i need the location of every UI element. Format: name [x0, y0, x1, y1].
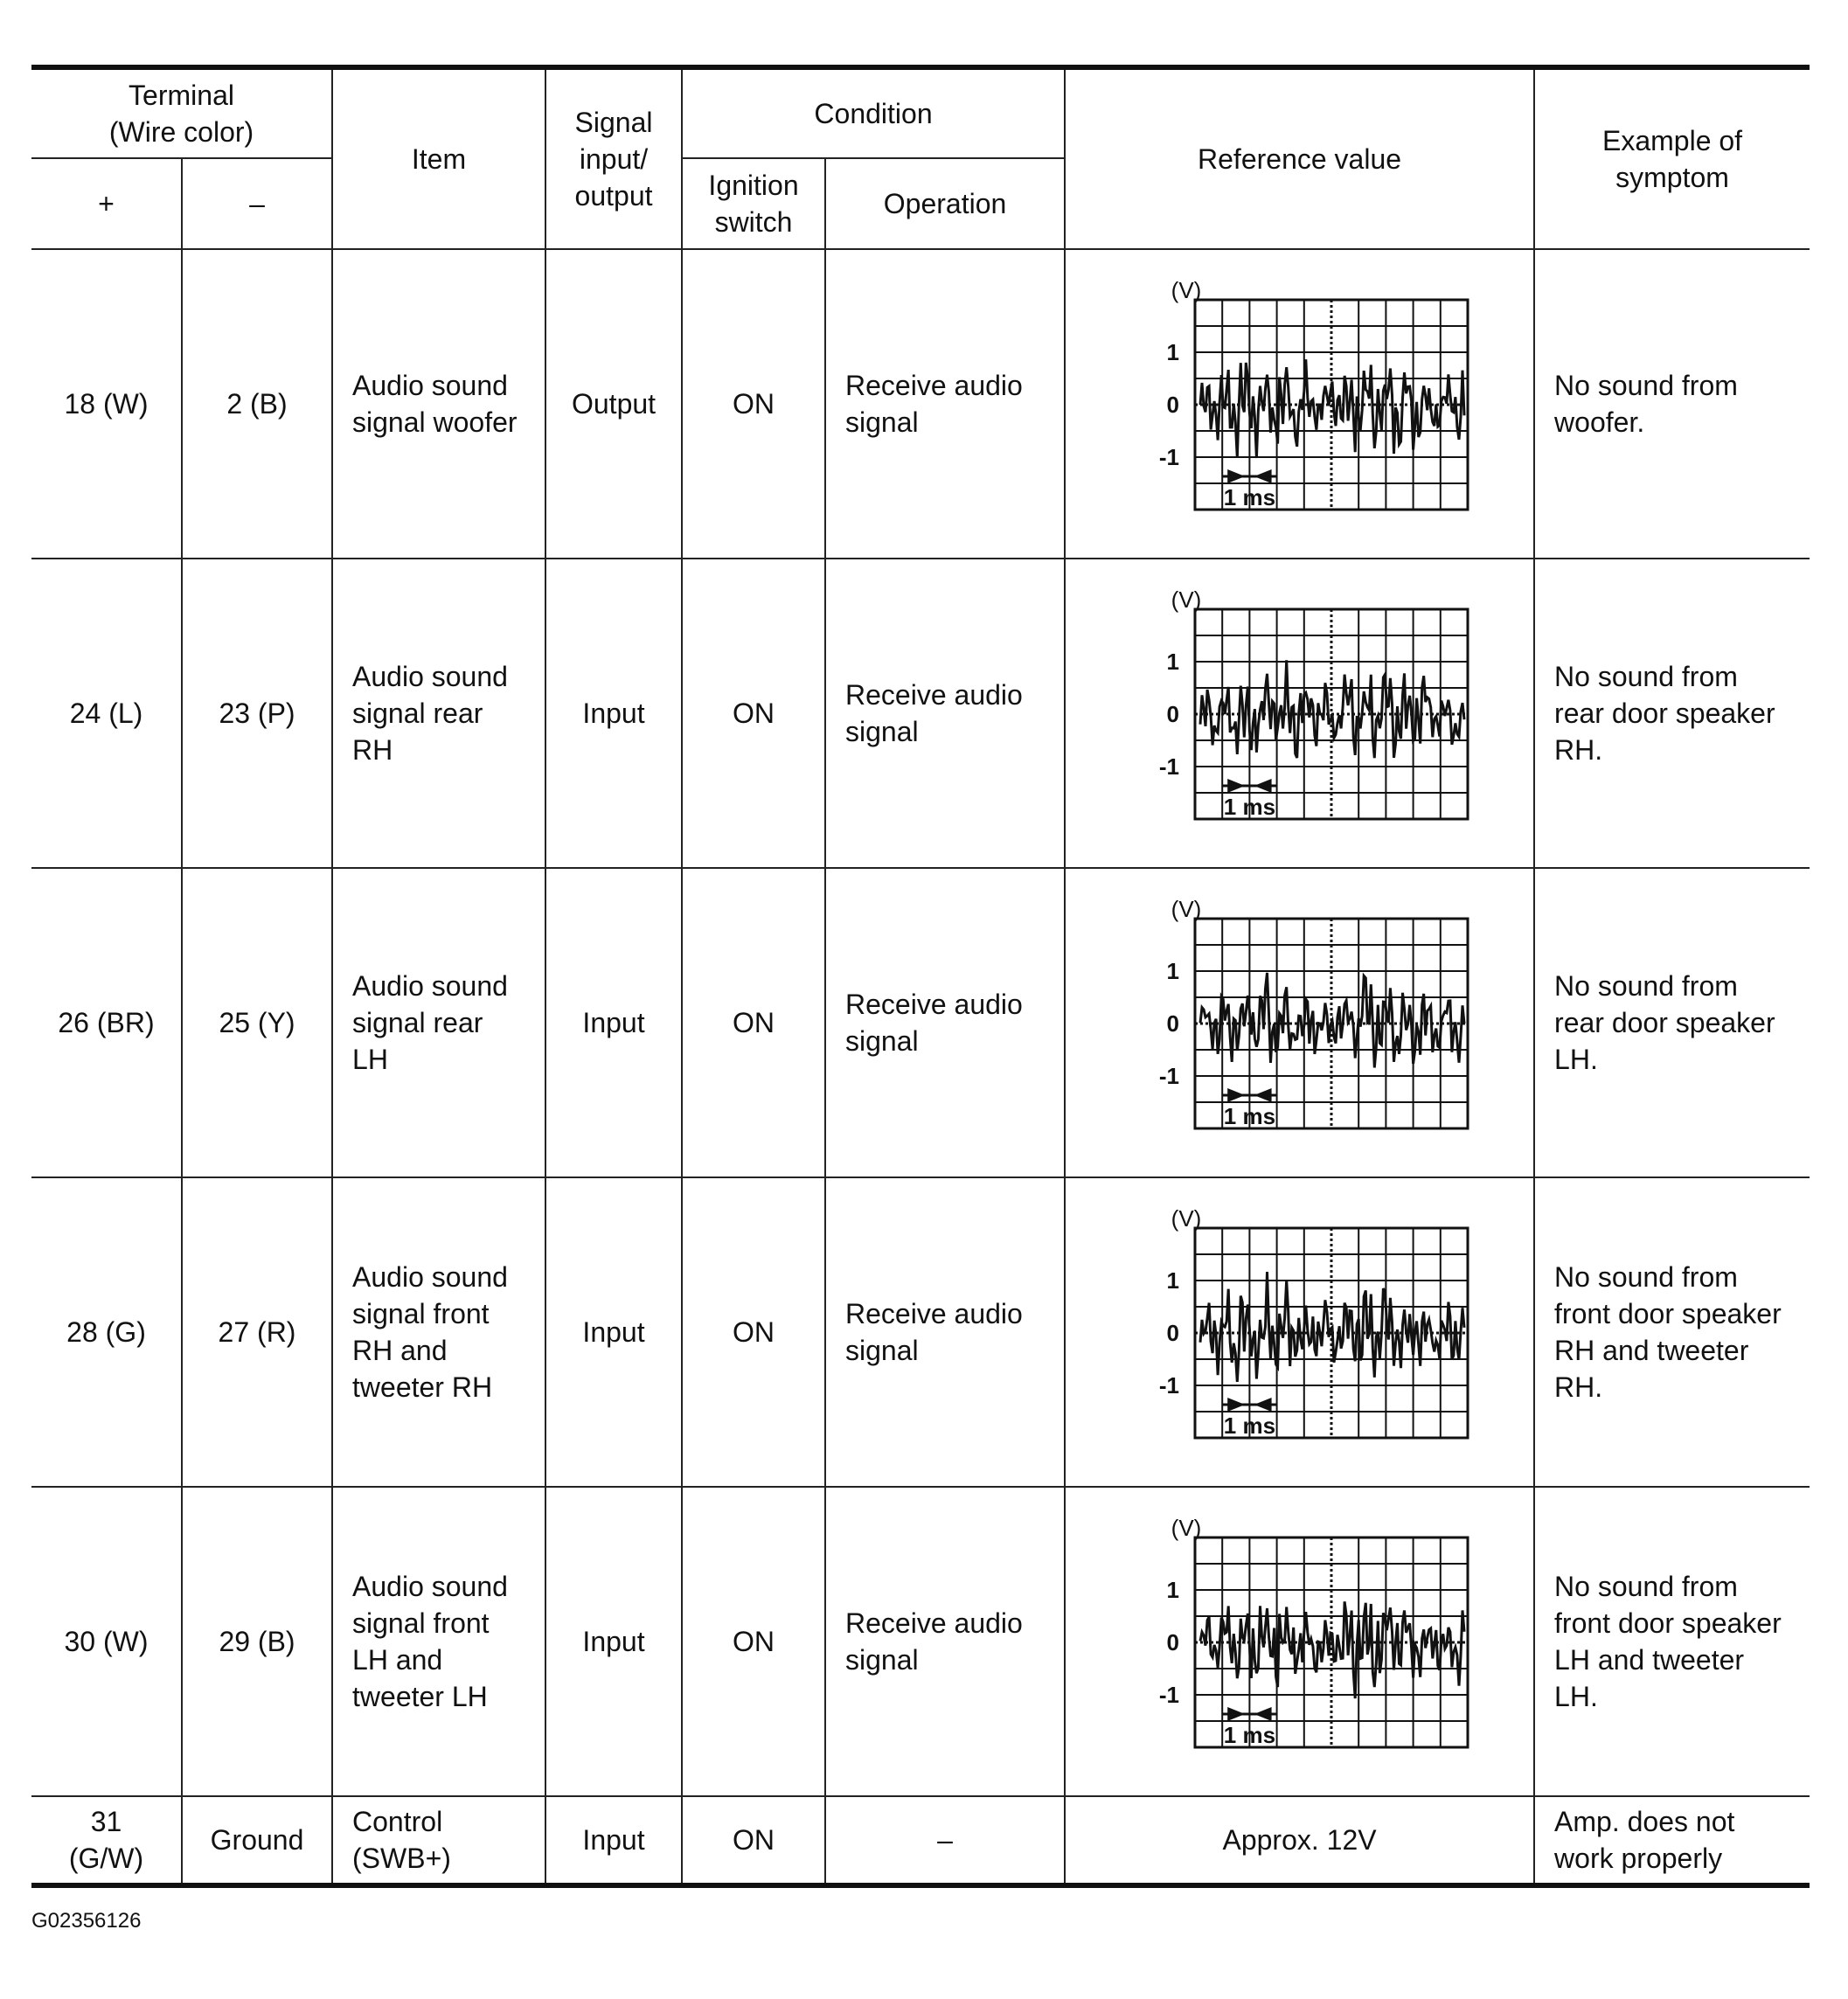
ignition-cell: ON: [682, 1177, 825, 1487]
time-scale-label: 1 ms: [1223, 794, 1275, 820]
waveform-graph: [1125, 587, 1475, 840]
reference-value-waveform: [1065, 559, 1534, 868]
operation-cell: Receive audio signal: [825, 559, 1065, 868]
unit-label: (V): [1171, 1205, 1201, 1232]
time-scale-label: 1 ms: [1223, 1412, 1275, 1439]
reference-value-header: Reference value: [1065, 67, 1534, 249]
symptom-cell: Amp. does not work properly: [1534, 1796, 1810, 1885]
terminal-minus: 25 (Y): [182, 868, 332, 1177]
table-body: [31, 249, 1810, 1885]
signal-io-cell: Input: [545, 868, 682, 1177]
symptom-cell: No sound from woofer.: [1534, 249, 1810, 559]
symptom-cell: No sound from rear door speaker RH.: [1534, 559, 1810, 868]
terminal-header: Terminal (Wire color): [31, 67, 332, 158]
y-axis-label: 1: [1166, 1267, 1179, 1294]
terminal-plus: 30 (W): [31, 1487, 182, 1796]
operation-cell: Receive audio signal: [825, 1487, 1065, 1796]
symptom-cell: No sound from front door speaker LH and tweeter LH.: [1534, 1487, 1810, 1796]
item-cell: Audio sound signal front RH and tweeter RH: [332, 1177, 545, 1487]
terminal-plus: 24 (L): [31, 559, 182, 868]
y-axis-label: 0: [1166, 1320, 1179, 1346]
y-axis-label: 0: [1166, 1010, 1179, 1037]
y-axis-label: -1: [1158, 1372, 1179, 1399]
ignition-cell: ON: [682, 249, 825, 559]
terminal-minus: 23 (P): [182, 559, 332, 868]
y-axis-label: -1: [1158, 444, 1179, 470]
terminal-plus: 26 (BR): [31, 868, 182, 1177]
signal-io-cell: Input: [545, 1487, 682, 1796]
reference-value-waveform: [1065, 1487, 1534, 1796]
unit-label: (V): [1171, 277, 1201, 303]
unit-label: (V): [1171, 1515, 1201, 1541]
signal-io-cell: Input: [545, 1177, 682, 1487]
reference-value-waveform: [1065, 868, 1534, 1177]
waveform-graph: [1125, 1205, 1475, 1459]
item-cell: Audio sound signal rear LH: [332, 868, 545, 1177]
y-axis-label: 0: [1166, 392, 1179, 418]
unit-label: (V): [1171, 896, 1201, 922]
ignition-cell: ON: [682, 559, 825, 868]
signal-io-cell: Input: [545, 559, 682, 868]
symptom-cell: No sound from rear door speaker LH.: [1534, 868, 1810, 1177]
waveform-graph: [1125, 277, 1475, 531]
item-cell: Audio sound signal rear RH: [332, 559, 545, 868]
table-row: [31, 1177, 1810, 1487]
table-row: [31, 1796, 1810, 1885]
item-header: Item: [332, 67, 545, 249]
y-axis-label: 0: [1166, 1629, 1179, 1655]
signal-io-header: Signal input/ output: [545, 67, 682, 249]
reference-value-waveform: [1065, 249, 1534, 559]
item-cell: Audio sound signal woofer: [332, 249, 545, 559]
signal-io-cell: Input: [545, 1796, 682, 1885]
figure-id: G02356126: [31, 1909, 142, 1933]
time-scale-label: 1 ms: [1223, 1103, 1275, 1129]
item-cell: Audio sound signal front LH and tweeter LH: [332, 1487, 545, 1796]
y-axis-label: 0: [1166, 701, 1179, 727]
terminal-minus: 27 (R): [182, 1177, 332, 1487]
unit-label: (V): [1171, 587, 1201, 613]
operation-header: Operation: [825, 158, 1065, 249]
table-row: [31, 1487, 1810, 1796]
terminal-minus: Ground: [182, 1796, 332, 1885]
waveform-graph: [1125, 896, 1475, 1149]
ignition-switch-header: Ignition switch: [682, 158, 825, 249]
symptom-header: Example of symptom: [1534, 67, 1810, 249]
time-scale-label: 1 ms: [1223, 1722, 1275, 1748]
table-row: [31, 559, 1810, 868]
terminal-minus: 29 (B): [182, 1487, 332, 1796]
item-cell: Control (SWB+): [332, 1796, 545, 1885]
terminal-plus: 28 (G): [31, 1177, 182, 1487]
plus-terminal-header: +: [31, 158, 182, 249]
y-axis-label: -1: [1158, 1063, 1179, 1089]
ignition-cell: ON: [682, 1796, 825, 1885]
reference-value-waveform: [1065, 1177, 1534, 1487]
terminal-plus: 31 (G/W): [31, 1796, 182, 1885]
ignition-cell: ON: [682, 868, 825, 1177]
minus-terminal-header: –: [182, 158, 332, 249]
y-axis-label: -1: [1158, 753, 1179, 780]
y-axis-label: 1: [1166, 1577, 1179, 1603]
waveform-graph: [1125, 1515, 1475, 1768]
y-axis-label: 1: [1166, 339, 1179, 365]
operation-cell: Receive audio signal: [825, 868, 1065, 1177]
operation-cell: Receive audio signal: [825, 1177, 1065, 1487]
condition-header: Condition: [682, 67, 1065, 158]
y-axis-label: -1: [1158, 1682, 1179, 1708]
reference-value-cell: Approx. 12V: [1065, 1796, 1534, 1885]
signal-io-cell: Output: [545, 249, 682, 559]
symptom-cell: No sound from front door speaker RH and tweeter RH.: [1534, 1177, 1810, 1487]
operation-cell: –: [825, 1796, 1065, 1885]
operation-cell: Receive audio signal: [825, 249, 1065, 559]
table-row: [31, 249, 1810, 559]
terminal-plus: 18 (W): [31, 249, 182, 559]
terminal-minus: 2 (B): [182, 249, 332, 559]
y-axis-label: 1: [1166, 649, 1179, 675]
y-axis-label: 1: [1166, 958, 1179, 984]
table-row: [31, 868, 1810, 1177]
ignition-cell: ON: [682, 1487, 825, 1796]
time-scale-label: 1 ms: [1223, 484, 1275, 510]
terminal-reference-table: [31, 65, 1810, 1888]
